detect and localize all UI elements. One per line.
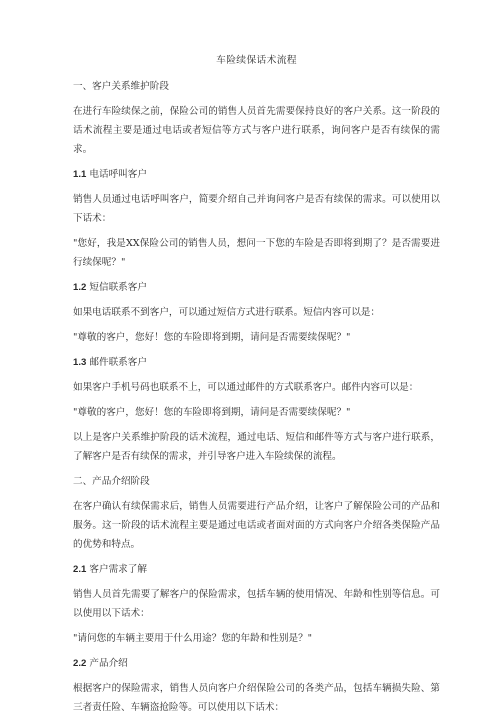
subsection-title: 客户需求了解	[89, 564, 147, 575]
subsection-title: 短信联系客户	[89, 282, 147, 293]
script-quote: "尊敬的客户，您好！您的车险即将到期，请问是否需要续保呢？"	[73, 407, 351, 418]
subsection-number: 1.2	[73, 282, 87, 293]
paragraph: 在客户确认有续保需求后，销售人员需要进行产品介绍，让客户了解保险公司的产品和服务。这一阶段的话术流程主要是通过电话或者面对面的方式向客户介绍各类保险产品的优势和特点。	[73, 501, 440, 550]
subsection-title: 产品介绍	[89, 658, 128, 669]
section-heading: 一、客户关系维护阶段	[73, 81, 169, 92]
subsection-number: 2.1	[73, 564, 87, 575]
paragraph: 根据客户的保险需求，销售人员向客户介绍保险公司的各类产品，包括车辆损失险、第三者责任险、车辆盗抢险等。可以使用以下话术：	[73, 683, 440, 713]
paragraph: 如果电话联系不到客户，可以通过短信方式进行联系。短信内容可以是：	[73, 307, 380, 318]
script-quote: "尊敬的客户，您好！您的车险即将到期，请问是否需要续保呢？"	[73, 332, 351, 343]
subsection-number: 1.1	[73, 169, 87, 180]
subsection-heading	[73, 165, 440, 184]
paragraph: 如果客户手机号码也联系不上，可以通过邮件的方式联系客户。邮件内容可以是：	[73, 382, 419, 393]
subsection-heading	[73, 278, 440, 297]
script-quote: "请问您的车辆主要用于什么用途？您的年龄和性别是？"	[73, 633, 313, 644]
document-title: 车险续保话术流程	[216, 55, 297, 66]
subsection-number: 2.2	[73, 658, 87, 669]
paragraph: 销售人员通过电话呼叫客户，简要介绍自己并询问客户是否有续保的需求。可以使用以下话术：	[73, 194, 440, 224]
paragraph: 以上是客户关系维护阶段的话术流程，通过电话、短信和邮件等方式与客户进行联系，了解客户是否有续保的需求，并引导客户进入车险续保的流程。	[73, 432, 440, 462]
subsection-number: 1.3	[73, 357, 87, 368]
document-body	[73, 77, 440, 717]
script-quote: "您好，我是XX保险公司的销售人员，想问一下您的车险是否即将到期了？是否需要进行续保呢？"	[73, 238, 440, 268]
subsection-heading	[73, 353, 440, 372]
subsection-title: 邮件联系客户	[89, 357, 147, 368]
subsection-heading	[73, 560, 440, 579]
paragraph: 在进行车险续保之前，保险公司的销售人员首先需要保持良好的客户关系。这一阶段的话术流程主要是通过电话或者短信等方式与客户进行联系，询问客户是否有续保的需求。	[73, 106, 440, 155]
section-heading: 二、产品介绍阶段	[73, 476, 150, 487]
subsection-heading	[73, 654, 440, 673]
paragraph: 销售人员首先需要了解客户的保险需求，包括车辆的使用情况、年龄和性别等信息。可以使用以下话术：	[73, 589, 440, 619]
subsection-title: 电话呼叫客户	[89, 169, 147, 180]
